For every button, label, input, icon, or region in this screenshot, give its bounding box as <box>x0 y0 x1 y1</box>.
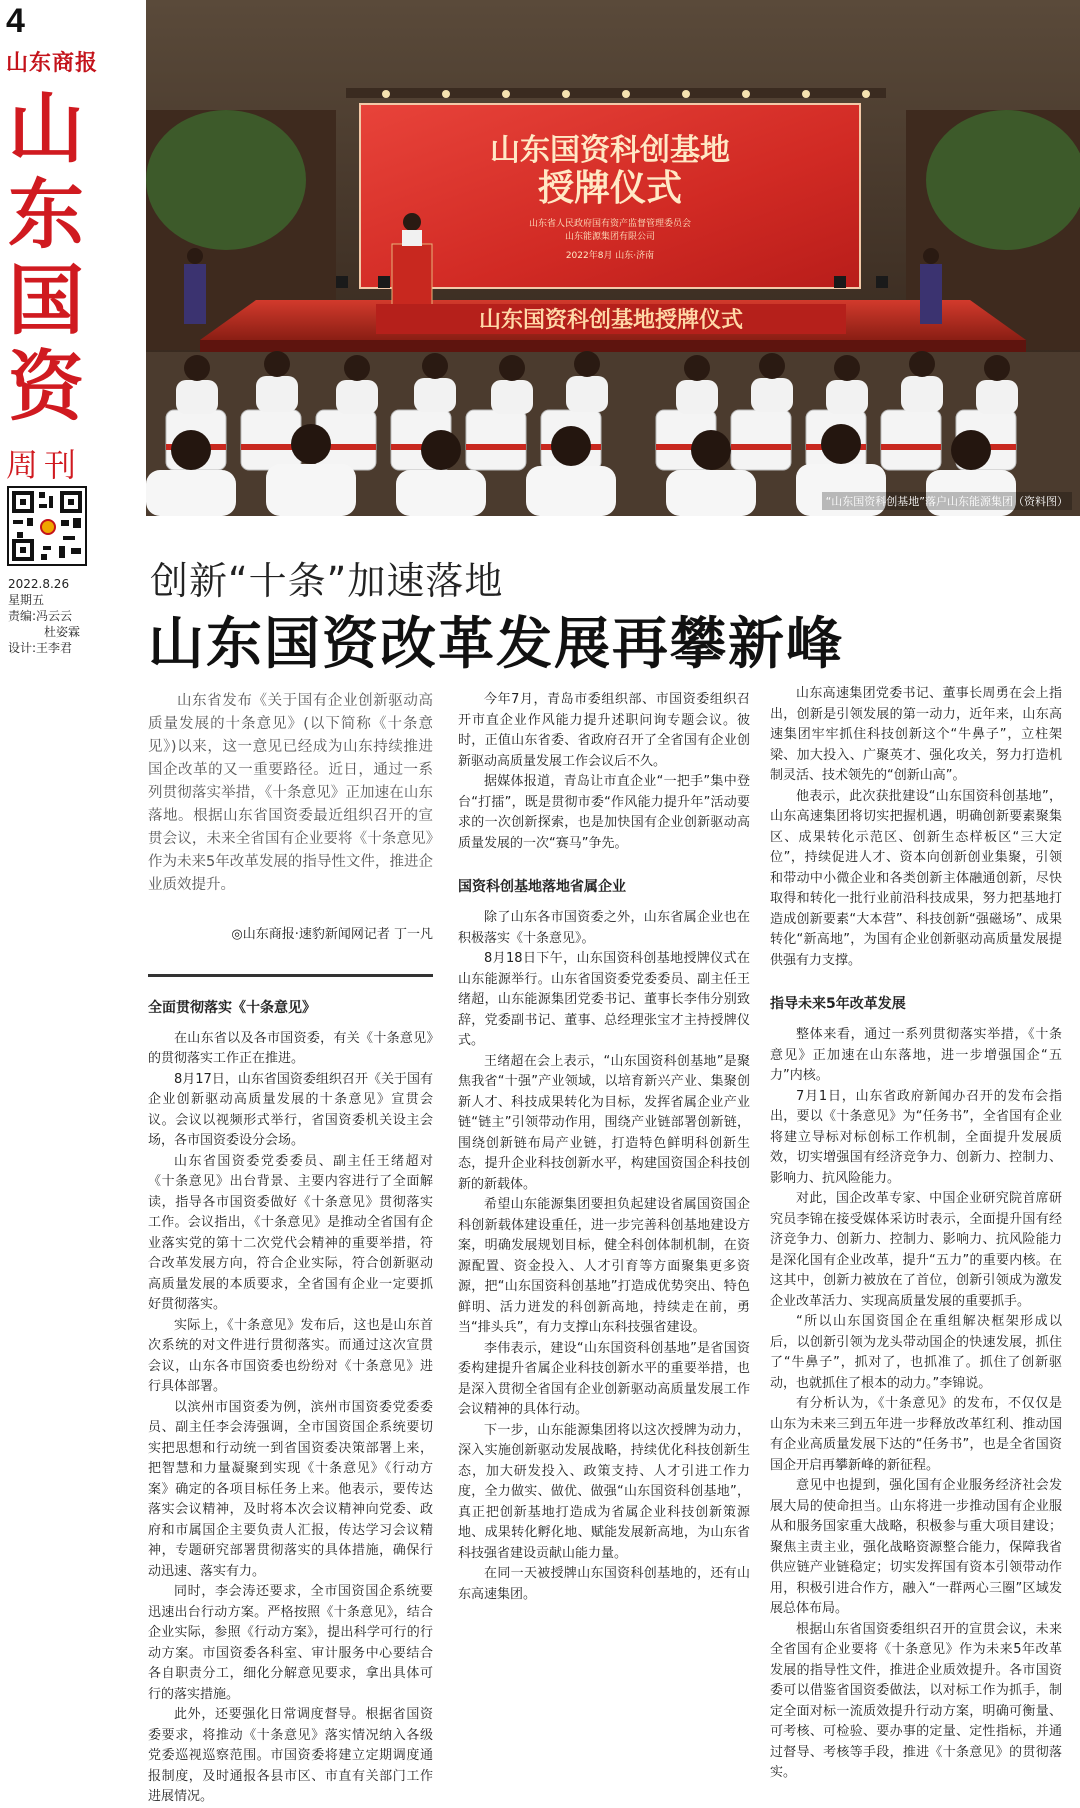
article-column-2 <box>458 690 750 1605</box>
backdrop-org2: 山东能源集团有限公司 <box>564 232 656 242</box>
paragraph: “所以山东国资国企在重组解决框架形成以后，以创新引领为龙头带动国企的快速发展，抓住了“牛鼻子”，抓对了，也抓准了。抓住了创新驱动，也就抓住了根本的动力。”李锦说。 <box>770 1314 1062 1391</box>
paragraph: 对此，国企改革专家、中国企业研究院首席研究员李锦在接受媒体采访时表示，全面提升国有经济竞争力、创新力、控制力、影响力、抗风险能力是深化国有企业改革，提升“五力”的重要内核。在这其中，创新力被放在了首位，创新引领成为激发企业改革活力、实现高质量发展的重要抓手。 <box>770 1191 1062 1309</box>
paragraph: 据媒体报道，青岛让市直企业“一把手”集中登台“打擂”，既是贯彻市委“作风能力提升年”活动要求的一次创新探索，也是加快国有企业创新驱动高质量发展的一次“赛马”争先。 <box>458 774 750 851</box>
paragraph: 根据山东省国资委组织召开的宣贯会议，未来全省国有企业要将《十条意见》作为未来5年改革发展的指导性文件，推进企业质效提升。各市国资委可以借鉴省国资委做法，以对标工作为抓手，制定全面对标一流质效提升行动方案，明确可衡量、可考核、可检验、要办事的定量、定性指标，并通过督导、考核等手段，推进《十条意见》的贯彻落实。 <box>770 1621 1062 1780</box>
paragraph: 整体来看，通过一系列贯彻落实举措，《十条意见》正加速在山东落地，进一步增强国企“五力”内核。 <box>770 1027 1062 1083</box>
backdrop-title: 山东国资科创基地 <box>490 133 730 168</box>
paragraph: 山东省国资委党委委员、副主任王绪超对《十条意见》出台背景、主要内容进行了全面解读，指导各市国资委做好《十条意见》贯彻落实工作。会议指出，《十条意见》是推动全省国有企业落实党的第十二次党代会精神的重要举措，符合改革发展方向，符合企业实际，符合创新驱动高质量发展的本质要求，全省国有企业一定要抓好贯彻落实。 <box>148 1153 433 1312</box>
paragraph: 有分析认为，《十条意见》的发布，不仅仅是山东为未来三到五年进一步释放改革红利、推动国有企业高质量发展下达的“任务书”，也是全省国资国企开启再攀新峰的新征程。 <box>770 1396 1062 1473</box>
designer-credit: 设计:王李君 <box>8 641 73 655</box>
paragraph: 王绪超在会上表示，“山东国资科创基地”是聚焦我省“十强”产业领域，以培育新兴产业、集聚创新人才、科技成果转化为目标，发挥省属企业产业链“链主”引领带动作用，围绕产业链部署创新链，围绕创新链布局产业链，打造特色鲜明科创新生态，提升企业科技创新水平，构建国资国企科技创新的新载体。 <box>458 1053 750 1192</box>
section-heading: 指导未来5年改革发展 <box>770 996 906 1012</box>
paragraph: 7月1日，山东省政府新闻办召开的发布会指出，要以《十条意见》为“任务书”，全省国有企业将建立导标对标创标工作机制，全面提升发展质效，切实增强国有经济竞争力、创新力、控制力、影响力、抗风险能力。 <box>770 1088 1062 1186</box>
paragraph: 山东高速集团党委书记、董事长周勇在会上指出，创新是引领发展的第一动力，近年来，山东高速集团牢牢抓住科技创新这个“牛鼻子”，立柱架梁、加大投入、广聚英才、强化攻关，努力打造机制灵活、技术领先的“创新山高”。 <box>770 686 1062 783</box>
column-title-char: 山 <box>8 84 84 173</box>
paragraph: 以滨州市国资委为例，滨州市国资委党委委员、副主任李会涛强调，全市国资国企系统要切实把思想和行动统一到省国资委决策部署上来，把智慧和力量凝聚到实现《十条意见》《行动方案》确定的各项目标任务上来。他表示，要传达落实会议精神，及时将本次会议精神向党委、政府和市属国企主要负责人汇报，传达学习会议精神，专题研究部署贯彻落实的具体措施，确保行动迅速、落实有力。 <box>148 1399 433 1579</box>
masthead <box>0 0 140 680</box>
issue-date: 2022.8.26 <box>8 577 70 591</box>
paragraph: 希望山东能源集团要担负起建设省属国资国企科创新载体建设重任，进一步完善科创基地建设方案，明确发展规划目标，健全科创体制机制，在资源配置、资金投入、人才引育等方面聚集更多资源，把“山东国资科创基地”打造成优势突出、特色鲜明、活力迸发的科创新高地，持续走在前，勇当“排头兵”，有力支撑山东科技强省建设。 <box>458 1197 750 1335</box>
paragraph: 同时，李会涛还要求，全市国资国企系统要迅速出台行动方案。严格按照《十条意见》，结合企业实际，参照《行动方案》，提出科学可行的行动方案。市国资委各科室、审计服务中心要结合各自职责分工，细化分解意见要求，拿出具体可行的落实措施。 <box>148 1584 433 1702</box>
backdrop-org1: 山东省人民政府国有资产监督管理委员会 <box>528 219 692 229</box>
section-heading: 国资科创基地落地省属企业 <box>458 879 626 895</box>
issue-meta <box>8 576 80 656</box>
column-title-char: 资 <box>8 342 84 431</box>
paper-name: 山东商报 <box>6 51 99 76</box>
column-title-char: 东 <box>8 170 84 259</box>
paragraph: 下一步，山东能源集团将以这次授牌为动力，深入实施创新驱动发展战略，持续优化科技创新生态，加大研发投入、政策支持、人才引进工作力度，全力做实、做优、做强“山东国资科创基地”，真正把创新基地打造成为省属企业科技创新策源地、成果转化孵化地、赋能发展新高地，为山东省科技强省建设贡献山能力量。 <box>458 1422 750 1561</box>
section-heading: 全面贯彻落实《十条意见》 <box>148 999 316 1016</box>
article-kicker: 创新“十条”加速落地 <box>150 559 504 603</box>
article-column-3 <box>770 684 1062 1784</box>
paragraph: 实际上，《十条意见》发布后，这也是山东首次系统的对文件进行贯彻落实。而通过这次宣贯会议，山东各市国资委也纷纷对《十条意见》进行具体部署。 <box>148 1317 433 1394</box>
article-column-1 <box>148 690 433 1808</box>
stage-banner: 山东国资科创基地授牌仪式 <box>478 308 744 333</box>
backdrop-subtitle: 授牌仪式 <box>537 167 683 209</box>
photo-caption: “山东国资科创基地”落户山东能源集团（资料图） <box>822 492 1072 510</box>
paragraph: 李伟表示，建设“山东国资科创基地”是省国资委构建提升省属企业科技创新水平的重要举措，也是深入贯彻全省国有企业创新驱动高质量发展工作会议精神的具体行动。 <box>458 1340 750 1417</box>
column-title-char: 国 <box>8 256 84 345</box>
section-divider <box>148 974 433 977</box>
article-lead: 山东省发布《关于国有企业创新驱动高质量发展的十条意见》(以下简称《十条意见》)以来，这一意见已经成为山东持续推进国企改革的又一重要路径。近日，通过一系列贯彻落实举措，《十条意见》正加速在山东落地。根据山东省国资委最近组织召开的宣贯会议，未来全省国有企业要将《十条意见》作为未来5年改革发展的指导性文件，推进企业质效提升。 <box>148 693 433 893</box>
backdrop-date: 2022年8月 山东·济南 <box>565 251 655 261</box>
paragraph: 他表示，此次获批建设“山东国资科创基地”，山东高速集团将切实把握机遇，明确创新要素聚集区、成果转化示范区、创新生态样板区“三大定位”，持续促进人才、资本向创新创业集聚，引领和带动中小微企业和各类创新主体融通创新，尽快取得和转化一批行业前沿科技成果，努力把基地打造成创新要素“大本营”、科技创新“强磁场”、成果转化“新高地”，为国有企业创新驱动高质量发展提供强有力支撑。 <box>770 788 1062 968</box>
article-headline: 山东国资改革发展再攀新峰 <box>148 612 844 677</box>
issue-weekday: 星期五 <box>8 593 45 607</box>
paragraph: 今年7月，青岛市委组织部、市国资委组织召开市直企业作风能力提升述职问询专题会议。彼时，正值山东省委、省政府召开了全省国有企业创新驱动高质量发展工作会议后不久。 <box>458 692 750 769</box>
paragraph: 意见中也提到，强化国有企业服务经济社会发展大局的使命担当。山东将进一步推动国有企业服从和服务国家重大战略，积极参与重大项目建设；聚焦主责主业，强化战略资源整合能力，保障我省供应链产业链稳定；切实发挥国有资本引领带动作用，积极引进合作方，融入“一群两心三圈”区域发展总体布局。 <box>770 1478 1062 1616</box>
paragraph: 8月17日，山东省国资委组织召开《关于国有企业创新驱动高质量发展的十条意见》宣贯会议。会议以视频形式举行，省国资委机关设主会场，各市国资委设分会场。 <box>148 1071 433 1148</box>
editor-credit-2: 杜姿霖 <box>44 625 81 639</box>
ceremony-photo <box>146 0 1080 516</box>
page-number: 4 <box>6 2 25 40</box>
ceremony-photo-illustration <box>146 0 1080 516</box>
paragraph: 8月18日下午，山东国资科创基地授牌仪式在山东能源举行。山东省国资委党委委员、副主任王绪超，山东能源集团党委书记、董事长李伟分别致辞，党委副书记、董事、总经理张宝才主持授牌仪式。 <box>458 951 750 1048</box>
paragraph: 除了山东各市国资委之外，山东省属企业也在积极落实《十条意见》。 <box>458 910 750 946</box>
paragraph: 在同一天被授牌山东国资科创基地的，还有山东高速集团。 <box>458 1566 750 1602</box>
qr-code-icon[interactable] <box>7 486 87 566</box>
paragraph: 在山东省以及各市国资委，有关《十条意见》的贯彻落实工作正在推进。 <box>148 1030 433 1066</box>
article-byline: ◎山东商报·速豹新闻网记者 丁一凡 <box>231 927 433 942</box>
paragraph: 此外，还要强化日常调度督导。根据省国资委要求，将推动《十条意见》落实情况纳入各级党委巡视巡察范围。市国资委将建立定期调度通报制度，及时通报各县市区、市直有关部门工作进展情况。 <box>148 1707 433 1804</box>
column-subtitle: 周刊 <box>6 446 83 484</box>
column-title <box>4 86 88 430</box>
editor-credit: 责编:冯云云 <box>8 609 73 623</box>
